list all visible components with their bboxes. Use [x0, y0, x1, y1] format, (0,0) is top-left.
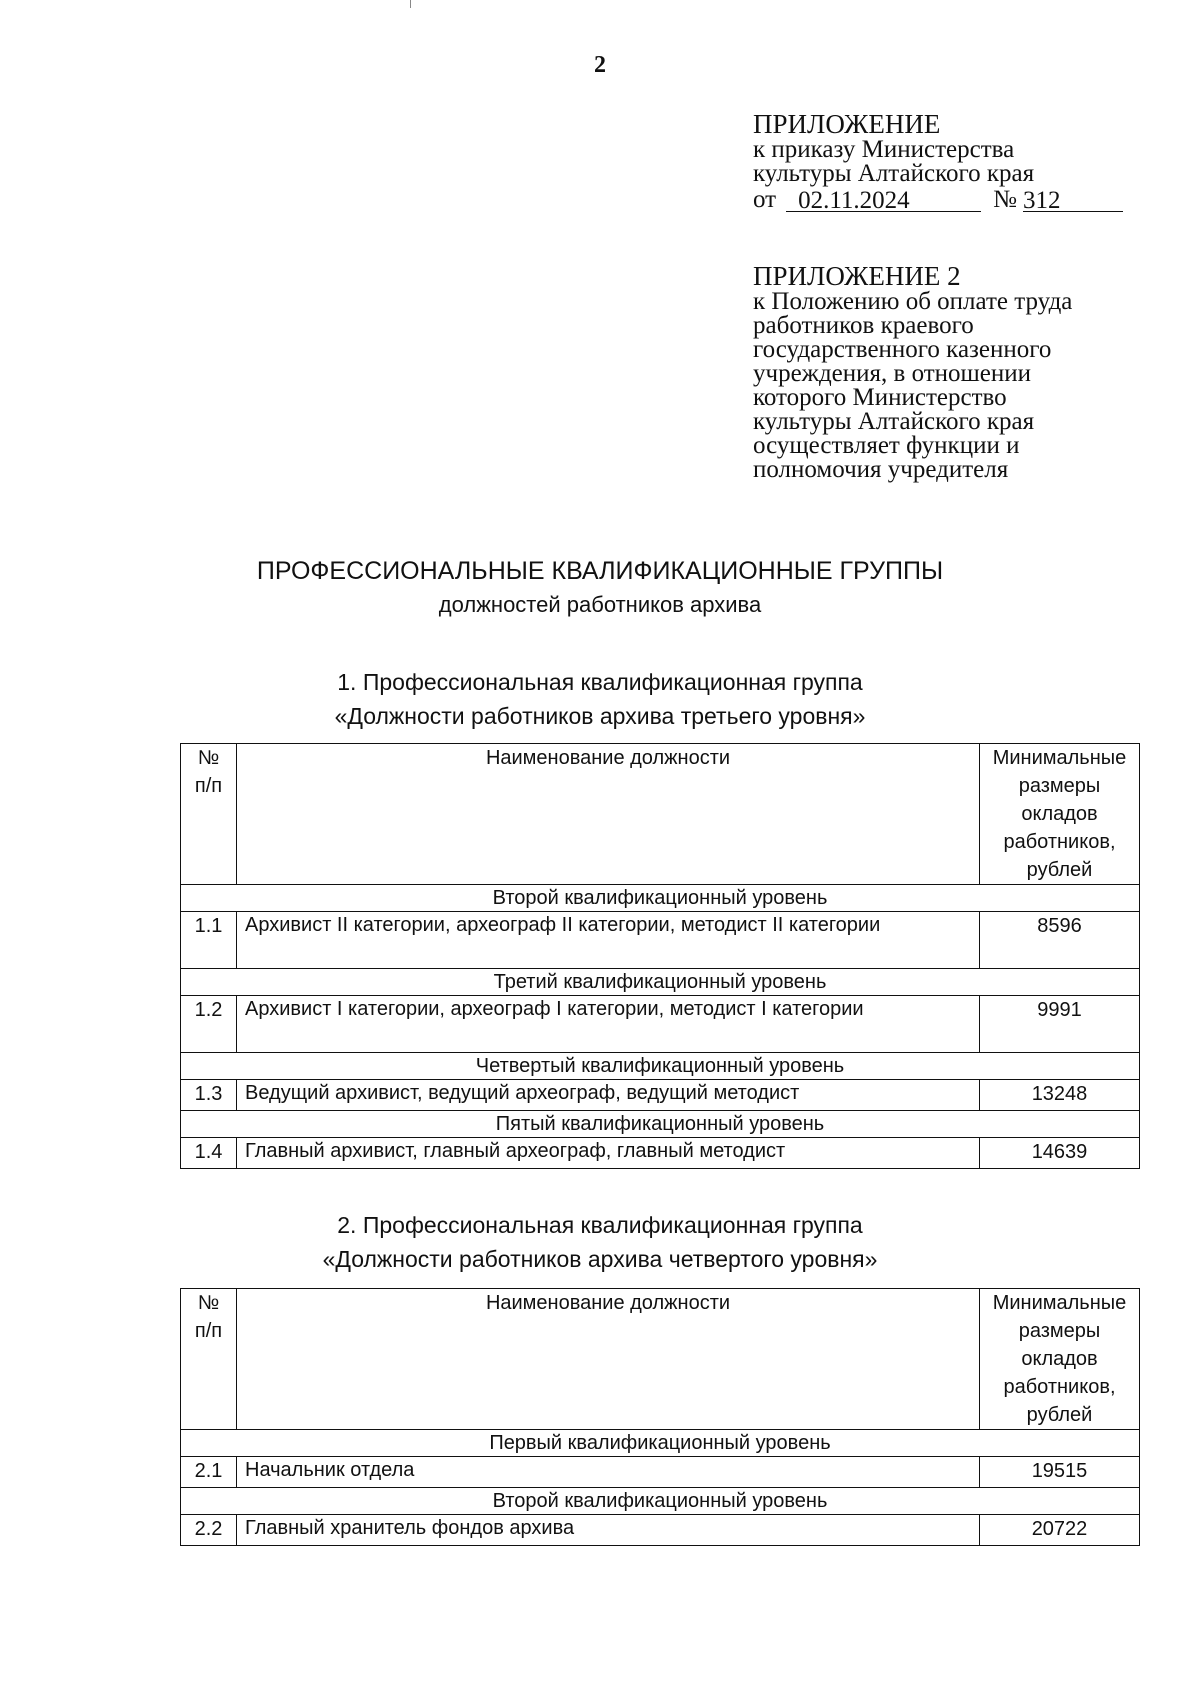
order-number-label: № — [993, 186, 1017, 213]
group-title-line: «Должности работников архива четвертого уровня» — [322, 1246, 878, 1272]
document-subtitle: должностей работников архива — [438, 592, 762, 617]
header-salary-line: рублей — [1026, 1404, 1093, 1426]
header-salary-line: размеры — [1018, 1320, 1101, 1342]
salary-value: 19515 — [980, 1457, 1140, 1488]
appendix-regulation-line: учреждения, в отношении — [753, 360, 1032, 387]
appendix-order-line: к приказу Министерства — [753, 136, 1015, 163]
header-position-name: Наименование должности — [237, 1289, 980, 1430]
row-number: 1.2 — [181, 996, 237, 1053]
level-row — [181, 885, 1140, 912]
table-row — [181, 1515, 1140, 1546]
scan-mark — [410, 0, 411, 8]
header-salary-line: Минимальные — [992, 1292, 1127, 1314]
header-salary-line: работников, — [1003, 1376, 1116, 1398]
order-number: 312 — [1023, 190, 1123, 212]
group-2-title — [0, 1208, 1200, 1276]
table-row — [181, 1080, 1140, 1111]
header-salary — [980, 744, 1140, 885]
qualification-level: Второй квалификационный уровень — [181, 1488, 1140, 1515]
appendix-regulation-line: осуществляет функции и — [753, 432, 1020, 459]
group-1-title — [0, 665, 1200, 733]
table-row — [181, 996, 1140, 1053]
appendix-order-block — [753, 110, 1173, 212]
appendix-regulation-line: которого Министерство — [753, 384, 1007, 411]
salary-value: 13248 — [980, 1080, 1140, 1111]
page-number: 2 — [594, 52, 606, 78]
row-number: 1.4 — [181, 1138, 237, 1169]
salary-value: 20722 — [980, 1515, 1140, 1546]
group-title-line: 1. Профессиональная квалификационная группа — [337, 669, 863, 695]
group-1-table — [180, 743, 1140, 1169]
group-title-line: 2. Профессиональная квалификационная группа — [337, 1212, 863, 1238]
position-name: Архивист I категории, археограф I категории, методист I категории — [237, 996, 980, 1053]
level-row — [181, 969, 1140, 996]
header-salary-line: размеры — [1018, 775, 1101, 797]
salary-value: 9991 — [980, 996, 1140, 1053]
table-row — [181, 1138, 1140, 1169]
level-row — [181, 1430, 1140, 1457]
appendix-regulation-line: культуры Алтайского края — [753, 408, 1035, 435]
header-num-line: п/п — [194, 775, 223, 797]
order-from-label: от — [753, 186, 777, 213]
header-position-name: Наименование должности — [237, 744, 980, 885]
header-salary-line: рублей — [1026, 859, 1093, 881]
order-date: 02.11.2024 — [786, 190, 981, 212]
header-num-line: № — [197, 1292, 220, 1314]
level-row — [181, 1111, 1140, 1138]
row-number: 2.2 — [181, 1515, 237, 1546]
header-num-line: № — [197, 747, 220, 769]
position-name: Главный хранитель фондов архива — [237, 1515, 980, 1546]
header-salary-line: Минимальные — [992, 747, 1127, 769]
level-row — [181, 1488, 1140, 1515]
table-header-row — [181, 1289, 1140, 1430]
qualification-level: Третий квалификационный уровень — [181, 969, 1140, 996]
table-row — [181, 1457, 1140, 1488]
document-title-block — [0, 554, 1200, 622]
header-num-line: п/п — [194, 1320, 223, 1342]
position-name: Главный архивист, главный археограф, главный методист — [237, 1138, 980, 1169]
group-title-line: «Должности работников архива третьего уровня» — [334, 703, 866, 729]
salary-value: 8596 — [980, 912, 1140, 969]
row-number: 2.1 — [181, 1457, 237, 1488]
appendix-regulation-line: к Положению об оплате труда — [753, 288, 1073, 315]
salary-value: 14639 — [980, 1138, 1140, 1169]
table-row — [181, 912, 1140, 969]
header-salary-line: работников, — [1003, 831, 1116, 853]
position-name: Начальник отдела — [237, 1457, 980, 1488]
position-name: Ведущий архивист, ведущий археограф, ведущий методист — [237, 1080, 980, 1111]
qualification-level: Четвертый квалификационный уровень — [181, 1053, 1140, 1080]
position-name: Архивист II категории, археограф II категории, методист II категории — [237, 912, 980, 969]
level-row — [181, 1053, 1140, 1080]
appendix-regulation-line: государственного казенного — [753, 336, 1052, 363]
header-num — [181, 744, 237, 885]
header-num — [181, 1289, 237, 1430]
order-date-line — [753, 186, 1173, 212]
qualification-level: Пятый квалификационный уровень — [181, 1111, 1140, 1138]
appendix-order-line: культуры Алтайского края — [753, 160, 1035, 187]
row-number: 1.3 — [181, 1080, 237, 1111]
appendix-regulation-block — [753, 262, 1173, 482]
row-number: 1.1 — [181, 912, 237, 969]
header-salary-line: окладов — [1021, 1348, 1098, 1370]
qualification-level: Первый квалификационный уровень — [181, 1430, 1140, 1457]
qualification-level: Второй квалификационный уровень — [181, 885, 1140, 912]
table-header-row — [181, 744, 1140, 885]
appendix-regulation-line: полномочия учредителя — [753, 456, 1009, 483]
group-2-table — [180, 1288, 1140, 1546]
header-salary — [980, 1289, 1140, 1430]
document-title: ПРОФЕССИОНАЛЬНЫЕ КВАЛИФИКАЦИОННЫЕ ГРУППЫ — [256, 557, 944, 585]
appendix-regulation-line: работников краевого — [753, 312, 974, 339]
appendix-regulation-title: ПРИЛОЖЕНИЕ 2 — [753, 261, 961, 291]
appendix-order-title: ПРИЛОЖЕНИЕ — [753, 109, 941, 139]
header-salary-line: окладов — [1021, 803, 1098, 825]
